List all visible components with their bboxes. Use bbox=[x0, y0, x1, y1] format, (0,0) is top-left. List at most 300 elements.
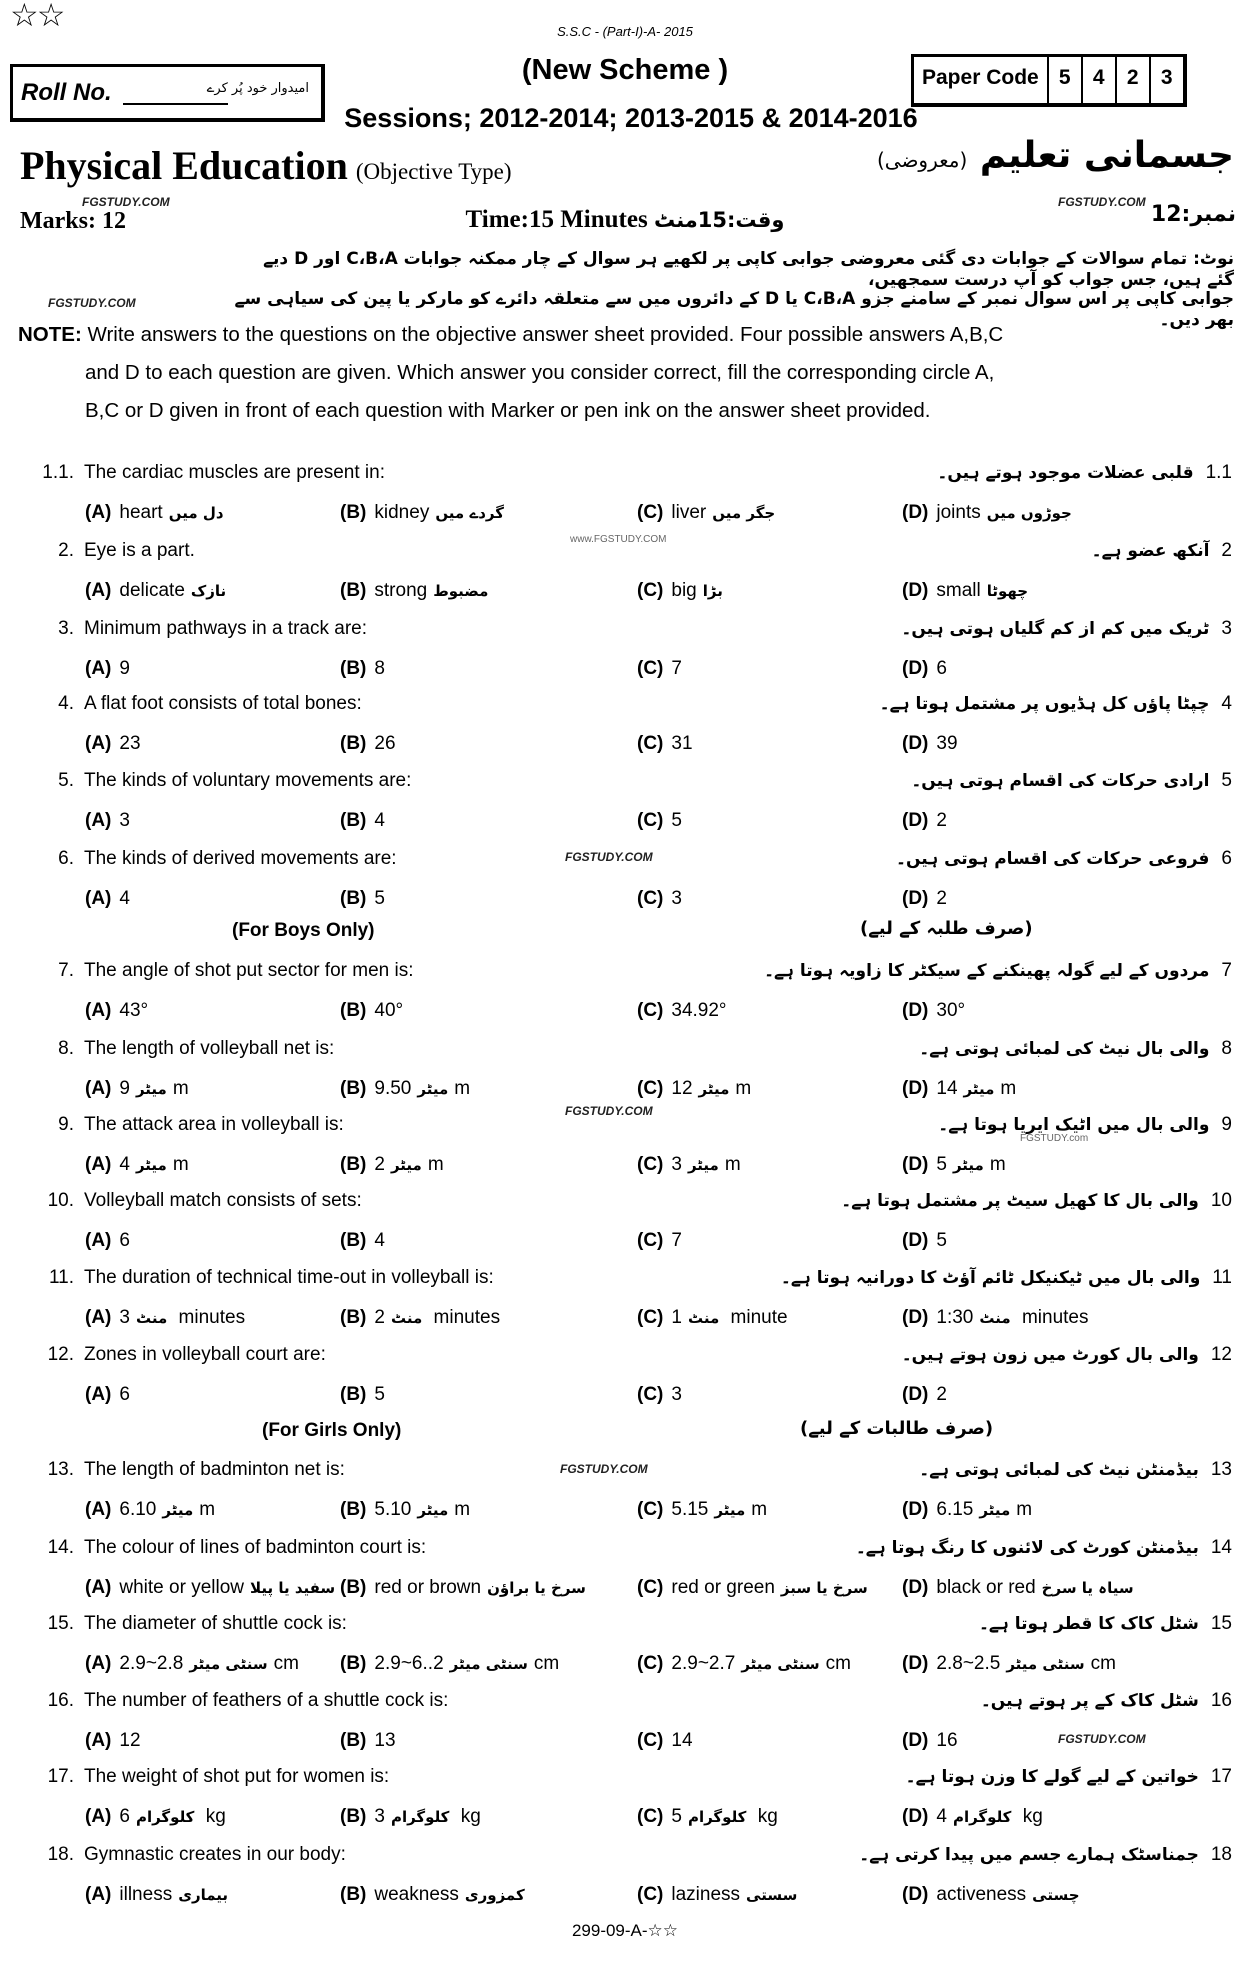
answer-option bbox=[85, 1653, 299, 1675]
question-english: The kinds of voluntary movements are: bbox=[84, 770, 412, 791]
option-letter: (C) bbox=[637, 1000, 664, 1021]
answer-option bbox=[340, 1653, 559, 1675]
section-girls-heading-urdu: (صرف طالبات کے لیے) bbox=[800, 1418, 994, 1439]
option-english: 43° bbox=[119, 1000, 149, 1021]
option-english: 8 bbox=[374, 658, 385, 679]
option-english: red or brown bbox=[374, 1577, 482, 1598]
option-letter: (D) bbox=[902, 1078, 929, 1099]
question-english: The length of volleyball net is: bbox=[84, 1038, 335, 1059]
question-english: The length of badminton net is: bbox=[84, 1459, 345, 1480]
option-english: 1 minute bbox=[671, 1307, 788, 1328]
option-english: 12m bbox=[671, 1078, 752, 1099]
option-letter: (C) bbox=[637, 1577, 664, 1598]
option-letter: (A) bbox=[85, 733, 112, 754]
question-urdu: والی بال کورٹ میں زون ہوتے ہیں۔ bbox=[901, 1345, 1199, 1365]
question-number: 12. bbox=[47, 1344, 74, 1365]
question-number: 17. bbox=[47, 1766, 74, 1787]
option-english: 16 bbox=[936, 1730, 958, 1751]
option-english: weakness bbox=[374, 1884, 459, 1905]
option-letter: (A) bbox=[85, 502, 112, 523]
option-letter: (C) bbox=[637, 1884, 664, 1905]
question-text bbox=[28, 1766, 389, 1788]
answer-option bbox=[85, 1307, 245, 1329]
option-letter: (A) bbox=[85, 1078, 112, 1099]
question-number-urdu: 5 bbox=[1221, 770, 1232, 791]
option-letter: (A) bbox=[85, 1384, 112, 1405]
answer-option bbox=[902, 733, 958, 755]
footer-code: 299-09-A-☆☆ bbox=[571, 1921, 679, 1940]
option-letter: (A) bbox=[85, 658, 112, 679]
question-text bbox=[28, 462, 385, 484]
option-english: illness bbox=[119, 1884, 173, 1905]
answer-option bbox=[637, 580, 729, 602]
question-text bbox=[28, 618, 367, 640]
question-number: 3. bbox=[58, 618, 74, 639]
option-urdu: منٹ bbox=[390, 1309, 423, 1327]
question-number-urdu: 2 bbox=[1221, 540, 1232, 561]
option-letter: (D) bbox=[902, 1154, 929, 1175]
option-urdu: سنٹی میٹر bbox=[741, 1655, 820, 1673]
question-number-urdu: 9 bbox=[1221, 1114, 1232, 1135]
answer-option bbox=[637, 1806, 778, 1828]
answer-option bbox=[85, 733, 141, 755]
question-urdu: شٹل کاک کے پر ہوتے ہیں۔ bbox=[980, 1691, 1199, 1711]
option-english: 6 kg bbox=[119, 1806, 226, 1827]
option-english: 5m bbox=[936, 1154, 1006, 1175]
question-text bbox=[28, 770, 411, 792]
option-letter: (A) bbox=[85, 580, 112, 601]
answer-option bbox=[637, 1730, 693, 1752]
question-number: 8. bbox=[58, 1038, 74, 1059]
option-urdu: سنٹی میٹر bbox=[1006, 1655, 1085, 1673]
question-number-urdu: 13 bbox=[1210, 1459, 1232, 1480]
option-urdu: کلوگرام bbox=[390, 1808, 450, 1826]
option-urdu: منٹ bbox=[979, 1309, 1011, 1327]
answer-option bbox=[85, 580, 232, 602]
question-urdu: مردوں کے لیے گولہ پھینکنے کے سیکٹر کا زاویہ ہوتا ہے۔ bbox=[764, 961, 1210, 981]
answer-option bbox=[637, 1384, 682, 1406]
answer-option bbox=[340, 810, 385, 832]
answer-option bbox=[902, 1499, 1032, 1521]
option-letter: (C) bbox=[637, 1653, 664, 1674]
answer-option bbox=[340, 1307, 500, 1329]
question-english: Eye is a part. bbox=[84, 540, 195, 561]
option-letter: (B) bbox=[340, 1884, 367, 1905]
note-text: Write answers to the questions on the objective answer sheet provided. Four possible answers A,B,C bbox=[81, 323, 1004, 346]
question-number: 4. bbox=[58, 693, 74, 714]
answer-option bbox=[85, 888, 130, 910]
option-letter: (B) bbox=[340, 888, 367, 909]
option-english: 4 bbox=[374, 810, 385, 831]
option-english: 12 bbox=[119, 1730, 141, 1751]
question-number-urdu: 8 bbox=[1221, 1038, 1232, 1059]
answer-option bbox=[85, 658, 130, 680]
time-allowed bbox=[0, 206, 1250, 234]
option-letter: (A) bbox=[85, 1653, 112, 1674]
question-english: The number of feathers of a shuttle cock is: bbox=[84, 1690, 449, 1711]
option-letter: (A) bbox=[85, 1000, 112, 1021]
question-urdu: قلبی عضلات موجود ہوتے ہیں۔ bbox=[937, 463, 1194, 483]
question-text bbox=[28, 693, 362, 715]
exam-code: S.S.C - (Part-I)-A- 2015 bbox=[557, 24, 693, 39]
option-letter: (C) bbox=[637, 1730, 664, 1751]
question-text-urdu bbox=[856, 1537, 1232, 1559]
section-boys-heading-urdu: (صرف طلبہ کے لیے) bbox=[860, 918, 1033, 939]
question-english: Gymnastic creates in our body: bbox=[84, 1844, 346, 1865]
question-text-urdu bbox=[859, 1844, 1232, 1866]
question-number-urdu: 15 bbox=[1210, 1613, 1232, 1634]
answer-option bbox=[902, 1154, 1006, 1176]
sessions-line: Sessions; 2012-2014; 2013-2015 & 2014-2016 bbox=[344, 103, 918, 133]
option-english: 40° bbox=[374, 1000, 404, 1021]
option-letter: (C) bbox=[637, 1078, 664, 1099]
question-urdu: چپٹا پاؤں کل ہڈیوں پر مشتمل ہوتا ہے۔ bbox=[879, 694, 1210, 714]
option-urdu: سیاہ یا سرخ bbox=[1041, 1579, 1134, 1597]
answer-option bbox=[637, 1577, 874, 1599]
option-english: 5 bbox=[936, 1230, 947, 1251]
question-number-urdu: 7 bbox=[1221, 960, 1232, 981]
option-urdu: میٹر bbox=[698, 1080, 730, 1098]
option-english: 2.8~2.9cm bbox=[119, 1653, 299, 1674]
option-urdu: چستی bbox=[1032, 1886, 1080, 1904]
watermark: FGSTUDY.COM bbox=[1058, 1732, 1146, 1746]
question-text-urdu bbox=[919, 1038, 1232, 1060]
answer-option bbox=[902, 1078, 1016, 1100]
option-urdu: میٹر bbox=[979, 1501, 1011, 1519]
option-english: activeness bbox=[936, 1884, 1027, 1905]
watermark: FGSTUDY.COM bbox=[560, 1462, 648, 1476]
option-letter: (D) bbox=[902, 1806, 929, 1827]
question-text-urdu bbox=[901, 618, 1232, 640]
answer-option bbox=[637, 888, 682, 910]
question-english: Volleyball match consists of sets: bbox=[84, 1190, 362, 1211]
question-urdu: والی بال کا کھیل سیٹ پر مشتمل ہوتا ہے۔ bbox=[841, 1191, 1199, 1211]
option-letter: (D) bbox=[902, 888, 929, 909]
answer-option bbox=[637, 658, 682, 680]
question-text-urdu bbox=[937, 462, 1232, 484]
option-english: black or red bbox=[936, 1577, 1036, 1598]
question-urdu: جمناسٹک ہمارے جسم میں پیدا کرتی ہے۔ bbox=[859, 1845, 1199, 1865]
question-urdu: والی بال میں ٹیکنیکل ٹائم آؤٹ کا دورانیہ ہوتا ہے۔ bbox=[780, 1268, 1201, 1288]
option-english: 4 bbox=[374, 1230, 385, 1251]
option-letter: (D) bbox=[902, 810, 929, 831]
answer-option bbox=[902, 1577, 1140, 1599]
option-english: 14m bbox=[936, 1078, 1017, 1099]
option-urdu: جگر میں bbox=[712, 504, 776, 522]
option-english: 5 bbox=[374, 1384, 385, 1405]
question-urdu: ارادی حرکات کی اقسام ہوتی ہیں۔ bbox=[911, 771, 1210, 791]
option-letter: (C) bbox=[637, 888, 664, 909]
paper-code-label: Paper Code bbox=[914, 57, 1049, 103]
option-urdu: جوڑوں میں bbox=[986, 504, 1072, 522]
option-letter: (B) bbox=[340, 1653, 367, 1674]
option-letter: (D) bbox=[902, 580, 929, 601]
answer-option bbox=[637, 810, 682, 832]
answer-option bbox=[340, 502, 510, 524]
urdu-instruction-line: جوابی کاپی پر اس سوال نمبر کے سامنے جزو C،B،A یا D کے دائروں میں سے متعلقہ دائرے کو مارکر یا پین کی سیاہی سے بھر دیں۔ bbox=[234, 289, 1234, 330]
answer-option bbox=[637, 1154, 741, 1176]
question-english: The cardiac muscles are present in: bbox=[84, 462, 385, 483]
option-urdu: دل میں bbox=[168, 504, 224, 522]
question-number: 6. bbox=[58, 848, 74, 869]
paper-code-digit: 3 bbox=[1160, 66, 1173, 89]
note-line bbox=[18, 323, 1238, 347]
option-english: 3 bbox=[119, 810, 130, 831]
option-letter: (B) bbox=[340, 502, 367, 523]
answer-option bbox=[902, 888, 947, 910]
option-letter: (A) bbox=[85, 888, 112, 909]
question-number-urdu: 3 bbox=[1221, 618, 1232, 639]
option-letter: (C) bbox=[637, 733, 664, 754]
question-number: 16. bbox=[47, 1690, 74, 1711]
answer-option bbox=[902, 1000, 965, 1022]
option-english: 5.15m bbox=[671, 1499, 768, 1520]
question-english: A flat foot consists of total bones: bbox=[84, 693, 362, 714]
option-english: 13 bbox=[374, 1730, 396, 1751]
option-urdu: کلوگرام bbox=[135, 1808, 195, 1826]
question-english: The attack area in volleyball is: bbox=[84, 1114, 344, 1135]
option-english: 2 bbox=[936, 1384, 947, 1405]
option-english: 1:30 minutes bbox=[936, 1307, 1089, 1328]
option-letter: (B) bbox=[340, 1230, 367, 1251]
question-text bbox=[28, 1459, 345, 1481]
answer-option bbox=[637, 1653, 851, 1675]
option-english: 4 bbox=[119, 888, 130, 909]
option-urdu: کلوگرام bbox=[687, 1808, 747, 1826]
answer-option bbox=[902, 1384, 947, 1406]
question-text-urdu bbox=[880, 693, 1232, 715]
marks-urdu: نمبر:12 bbox=[1150, 202, 1236, 227]
question-english: The colour of lines of badminton court is: bbox=[84, 1537, 427, 1558]
option-letter: (D) bbox=[902, 502, 929, 523]
question-text bbox=[28, 1844, 346, 1866]
option-english: 7 bbox=[671, 658, 682, 679]
watermark: www.FGSTUDY.COM bbox=[570, 534, 667, 545]
option-english: 2.5~2.8cm bbox=[936, 1653, 1116, 1674]
option-letter: (D) bbox=[902, 1307, 929, 1328]
question-number: 14. bbox=[47, 1537, 74, 1558]
time-english: Time:15 Minutes bbox=[465, 206, 648, 233]
answer-option bbox=[902, 1653, 1116, 1675]
answer-option bbox=[637, 1230, 682, 1252]
question-number: 7. bbox=[58, 960, 74, 981]
answer-option bbox=[85, 1884, 234, 1906]
question-english: The kinds of derived movements are: bbox=[84, 848, 397, 869]
question-number: 1.1. bbox=[42, 462, 74, 483]
question-text-urdu bbox=[938, 1114, 1232, 1136]
question-text bbox=[28, 1613, 347, 1635]
answer-option bbox=[902, 580, 1034, 602]
option-english: 6.10m bbox=[119, 1499, 216, 1520]
question-number: 5. bbox=[58, 770, 74, 791]
option-english: heart bbox=[119, 502, 163, 523]
option-letter: (A) bbox=[85, 1806, 112, 1827]
subject-type-urdu: (معروضی) bbox=[876, 148, 968, 172]
question-number-urdu: 16 bbox=[1210, 1690, 1232, 1711]
question-number: 18. bbox=[47, 1844, 74, 1865]
option-english: 5.10m bbox=[374, 1499, 471, 1520]
answer-option bbox=[85, 1730, 141, 1752]
option-urdu: بیماری bbox=[178, 1886, 229, 1904]
question-text bbox=[28, 1537, 426, 1559]
answer-option bbox=[85, 502, 230, 524]
option-urdu: سفید یا پیلا bbox=[250, 1579, 336, 1597]
option-letter: (A) bbox=[85, 1577, 112, 1598]
option-english: 9.50m bbox=[374, 1078, 471, 1099]
option-letter: (B) bbox=[340, 1730, 367, 1751]
option-english: 3 bbox=[671, 1384, 682, 1405]
question-text-urdu bbox=[979, 1613, 1232, 1635]
answer-option bbox=[637, 1499, 767, 1521]
watermark: FGSTUDY.com bbox=[1020, 1133, 1089, 1144]
option-english: 2m bbox=[374, 1154, 444, 1175]
question-urdu: بیڈمنٹن کورٹ کی لائنوں کا رنگ ہوتا ہے۔ bbox=[855, 1538, 1199, 1558]
question-text bbox=[28, 1190, 362, 1212]
option-english: 4 kg bbox=[936, 1806, 1043, 1827]
option-letter: (C) bbox=[637, 658, 664, 679]
option-english: 2 bbox=[936, 888, 947, 909]
watermark: FGSTUDY.COM bbox=[565, 1104, 653, 1118]
option-urdu: میٹر bbox=[135, 1156, 167, 1174]
option-letter: (B) bbox=[340, 1307, 367, 1328]
option-english: 2..6~2.9cm bbox=[374, 1653, 560, 1674]
question-number-urdu: 18 bbox=[1210, 1844, 1232, 1865]
answer-option bbox=[340, 733, 396, 755]
option-urdu: میٹر bbox=[963, 1080, 995, 1098]
question-urdu: فروعی حرکات کی اقسام ہوتی ہیں۔ bbox=[896, 849, 1210, 869]
note-line: and D to each question are given. Which answer you consider correct, fill the corresponding circle A, bbox=[85, 361, 995, 384]
option-letter: (A) bbox=[85, 1154, 112, 1175]
option-urdu: نازک bbox=[190, 582, 227, 600]
question-urdu: شٹل کاک کا قطر ہوتا ہے۔ bbox=[978, 1614, 1199, 1634]
option-english: 31 bbox=[671, 733, 693, 754]
option-english: big bbox=[671, 580, 697, 601]
option-letter: (A) bbox=[85, 810, 112, 831]
option-letter: (D) bbox=[902, 1577, 929, 1598]
question-text-urdu bbox=[764, 960, 1232, 982]
option-letter: (C) bbox=[637, 502, 664, 523]
option-letter: (B) bbox=[340, 1499, 367, 1520]
option-english: 6 bbox=[119, 1384, 130, 1405]
answer-option bbox=[637, 1000, 727, 1022]
question-text-urdu bbox=[911, 770, 1232, 792]
answer-option bbox=[902, 1307, 1088, 1329]
question-text-urdu bbox=[1092, 540, 1232, 562]
question-number: 9. bbox=[58, 1114, 74, 1135]
answer-option bbox=[340, 1078, 470, 1100]
question-number-urdu: 11 bbox=[1212, 1267, 1232, 1288]
option-urdu: میٹر bbox=[417, 1080, 449, 1098]
option-letter: (A) bbox=[85, 1884, 112, 1905]
option-letter: (C) bbox=[637, 1384, 664, 1405]
urdu-instruction-line: نوٹ: تمام سوالات کے جوابات دی گئی معروضی جوابی کاپی پر لکھیے ہر سوال کے چار ممکنہ جوابات C،B،A اور D دیے گئے ہیں، جس جواب کو آپ درست سمجھیں، bbox=[263, 249, 1234, 290]
option-english: 5 kg bbox=[671, 1806, 778, 1827]
option-english: 6.15m bbox=[936, 1499, 1033, 1520]
option-urdu: بڑا bbox=[702, 582, 723, 600]
option-urdu: گردے میں bbox=[435, 504, 504, 522]
option-letter: (D) bbox=[902, 733, 929, 754]
answer-option bbox=[340, 1730, 396, 1752]
option-letter: (D) bbox=[902, 1884, 929, 1905]
option-english: 2 minutes bbox=[374, 1307, 501, 1328]
question-text-urdu bbox=[902, 1344, 1232, 1366]
answer-option bbox=[340, 1806, 481, 1828]
option-urdu: منٹ bbox=[687, 1309, 720, 1327]
option-english: 3m bbox=[671, 1154, 741, 1175]
question-text bbox=[28, 1344, 326, 1366]
option-letter: (B) bbox=[340, 1806, 367, 1827]
answer-option bbox=[637, 1884, 803, 1906]
option-english: 7 bbox=[671, 1230, 682, 1251]
paper-code-digit: 5 bbox=[1049, 57, 1083, 103]
answer-option bbox=[637, 1307, 788, 1329]
option-urdu: میٹر bbox=[952, 1156, 984, 1174]
question-urdu: ٹریک میں کم از کم گلیاں ہوتی ہیں۔ bbox=[901, 619, 1210, 639]
option-english: 9m bbox=[119, 1078, 189, 1099]
time-urdu: وقت:15منٹ bbox=[653, 208, 785, 232]
answer-option bbox=[637, 502, 781, 524]
option-letter: (D) bbox=[902, 1384, 929, 1405]
option-english: 3 kg bbox=[374, 1806, 481, 1827]
question-urdu: بیڈمنٹن نیٹ کی لمبائی ہوتی ہے۔ bbox=[919, 1460, 1199, 1480]
option-urdu: میٹر bbox=[687, 1156, 719, 1174]
answer-option bbox=[85, 1499, 215, 1521]
paper-code-box bbox=[911, 54, 1187, 107]
option-letter: (D) bbox=[902, 1000, 929, 1021]
section-girls-heading: (For Girls Only) bbox=[262, 1420, 402, 1441]
watermark: FGSTUDY.COM bbox=[48, 296, 136, 310]
option-english: 34.92° bbox=[671, 1000, 727, 1021]
answer-option bbox=[340, 580, 494, 602]
option-english: 2 bbox=[936, 810, 947, 831]
answer-option bbox=[85, 1384, 130, 1406]
question-number: 11. bbox=[48, 1267, 74, 1288]
question-urdu: والی بال میں اٹیک ایریا ہوتا ہے۔ bbox=[938, 1115, 1210, 1135]
question-text-urdu bbox=[906, 1766, 1232, 1788]
question-text bbox=[28, 1038, 334, 1060]
option-letter: (C) bbox=[637, 1307, 664, 1328]
marks: Marks: 12 bbox=[20, 208, 126, 234]
answer-option bbox=[902, 502, 1078, 524]
option-letter: (C) bbox=[637, 1230, 664, 1251]
option-english: 6 bbox=[119, 1230, 130, 1251]
answer-option bbox=[85, 1577, 341, 1599]
question-english: The angle of shot put sector for men is: bbox=[84, 960, 414, 981]
question-number-urdu: 10 bbox=[1210, 1190, 1232, 1211]
option-urdu: سستی bbox=[746, 1886, 798, 1904]
option-letter: (B) bbox=[340, 1577, 367, 1598]
option-letter: (D) bbox=[902, 1653, 929, 1674]
option-letter: (B) bbox=[340, 1000, 367, 1021]
option-english: 5 bbox=[671, 810, 682, 831]
paper-code-digit: 2 bbox=[1117, 57, 1151, 103]
answer-option bbox=[85, 1000, 148, 1022]
option-letter: (D) bbox=[902, 658, 929, 679]
note-line: B,C or D given in front of each question with Marker or pen ink on the answer sheet provided. bbox=[85, 399, 931, 422]
question-number: 15. bbox=[47, 1613, 74, 1634]
question-text bbox=[28, 848, 397, 870]
option-letter: (A) bbox=[85, 1730, 112, 1751]
option-english: strong bbox=[374, 580, 428, 601]
option-letter: (B) bbox=[340, 1078, 367, 1099]
option-letter: (A) bbox=[85, 1307, 112, 1328]
option-english: 23 bbox=[119, 733, 141, 754]
question-text-urdu bbox=[781, 1267, 1232, 1289]
answer-option bbox=[85, 810, 130, 832]
option-english: 2.7~2.9cm bbox=[671, 1653, 851, 1674]
question-number: 13. bbox=[47, 1459, 74, 1480]
answer-option bbox=[340, 1884, 531, 1906]
